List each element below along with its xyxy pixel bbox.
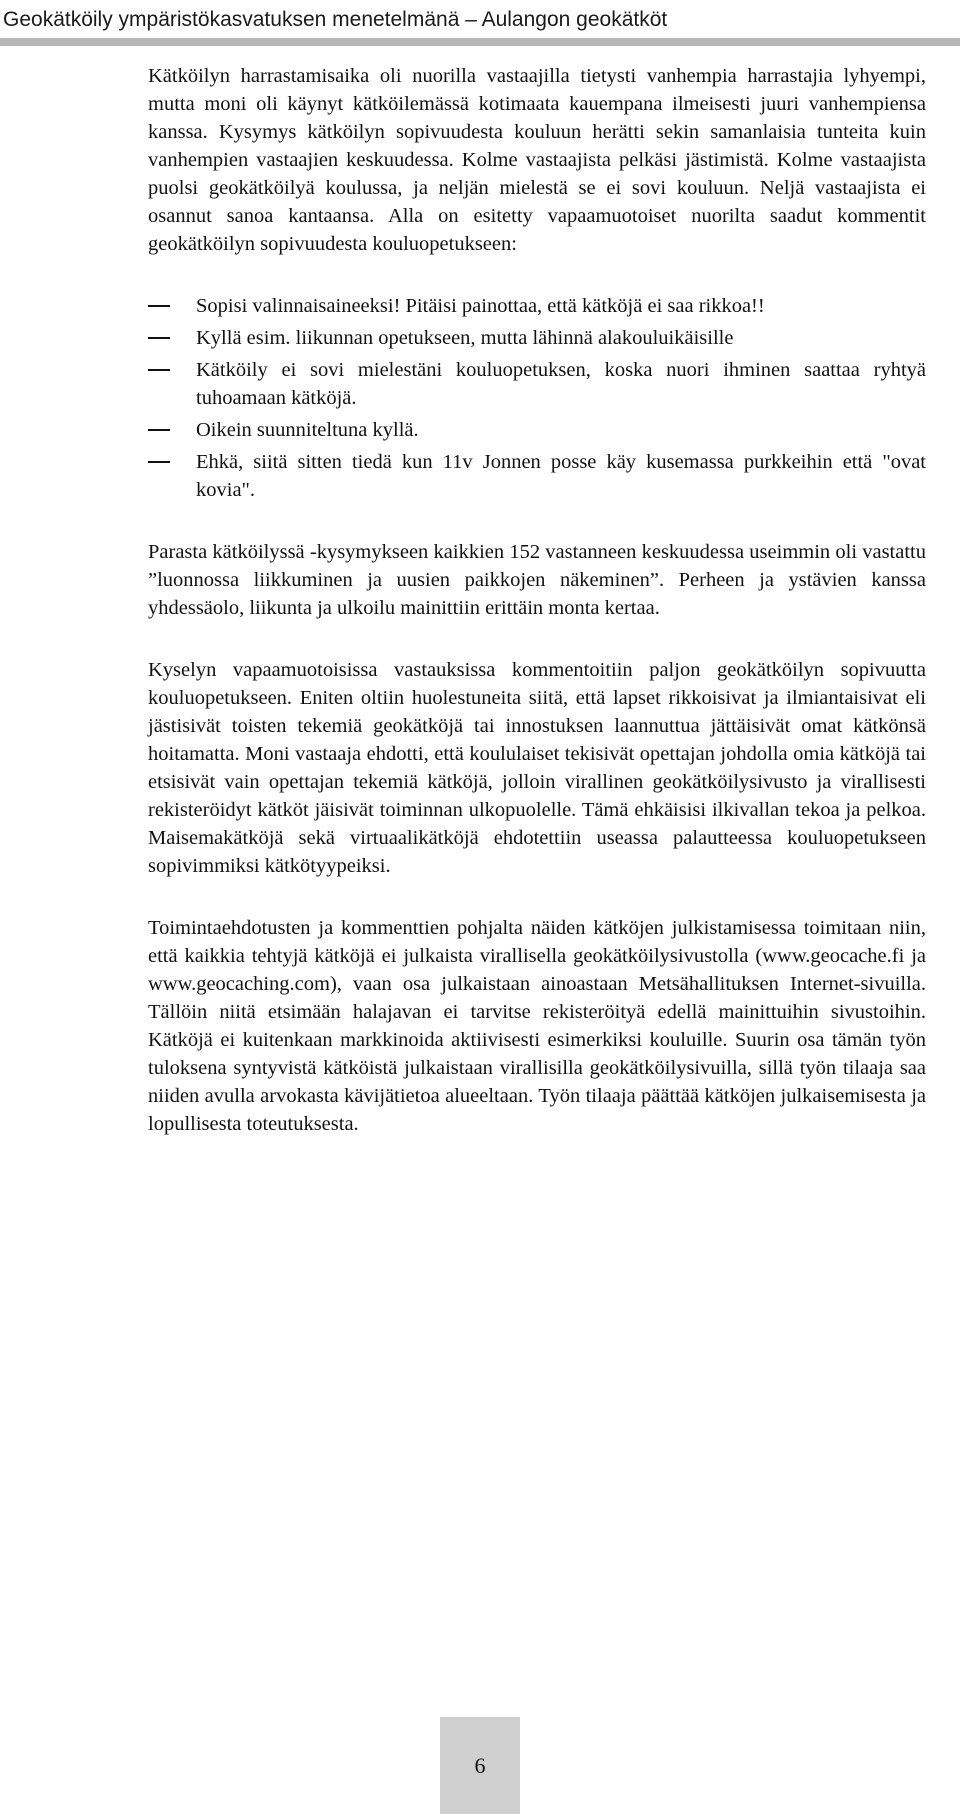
list-item bbox=[148, 324, 926, 352]
document-body bbox=[148, 62, 926, 1138]
list-item-text: Ehkä, siitä sitten tiedä kun 11v Jonnen posse käy kusemassa purkkeihin että "ovat kovia". bbox=[196, 451, 926, 501]
list-item-text: Oikein suunniteltuna kyllä. bbox=[196, 419, 419, 441]
paragraph-school-suitability: Kyselyn vapaamuotoisissa vastauksissa kommentoitiin paljon geokätköilyn sopivuutta kouluopetukseen. Eniten oltiin huolestuneita siitä, että lapset rikkoisivat ja ilmiantaisivat eli jästisivät toisten tekemiä geokätköjä tai innostuksen laannuttua jättäisivät omat kätkönsä hoitamatta. Moni vastaaja ehdotti, että koululaiset tekisivät opettajan johdolla omia kätköjä tai etsisivät vain opettajan tekemiä kätköjä, jolloin virallinen geokätköilysivusto ja virallisesti rekisteröidyt kätköt jäisivät toiminnan ulkopuolelle. Tämä ehkäisisi ilkivallan tekoa ja pelkoa. Maisemakätköjä sekä virtuaalikätköjä ehdotettiin useassa palautteessa kouluopetukseen sopivimmiksi kätkötyypeiksi. bbox=[148, 659, 926, 877]
list-item-text: Kyllä esim. liikunnan opetukseen, mutta lähinnä alakouluikäisille bbox=[196, 327, 734, 349]
list-item-text: Sopisi valinnaisaineeksi! Pitäisi painottaa, että kätköjä ei saa rikkoa!! bbox=[196, 295, 765, 317]
dash-bullet-icon bbox=[148, 461, 170, 463]
page-number: 6 bbox=[474, 1752, 486, 1778]
paragraph-spacer bbox=[148, 880, 926, 914]
list-item bbox=[148, 416, 926, 444]
dash-bullet-icon bbox=[148, 369, 170, 371]
list-item bbox=[148, 448, 926, 504]
comment-list bbox=[148, 292, 926, 504]
paragraph-spacer bbox=[148, 622, 926, 656]
dash-bullet-icon bbox=[148, 305, 170, 307]
list-item bbox=[148, 292, 926, 320]
dash-bullet-icon bbox=[148, 337, 170, 339]
page-number-box bbox=[440, 1717, 520, 1814]
paragraph-best-part: Parasta kätköilyssä -kysymykseen kaikkien 152 vastanneen keskuudessa useimmin oli vastattu ”luonnossa liikkuminen ja uusien paikkojen näkeminen”. Perheen ja ystävien kanssa yhdessäolo, liikunta ja ulkoilu mainittiin erittäin monta kertaa. bbox=[148, 541, 926, 619]
list-item bbox=[148, 356, 926, 412]
list-item-text: Kätköily ei sovi mielestäni kouluopetuksen, koska nuori ihminen saattaa ryhtyä tuhoamaan kätköjä. bbox=[196, 359, 926, 409]
header-rule bbox=[0, 38, 960, 46]
header-title: Geokätköily ympäristökasvatuksen menetelmänä – Aulangon geokätköt bbox=[3, 8, 668, 31]
paragraph-intro: Kätköilyn harrastamisaika oli nuorilla vastaajilla tietysti vanhempia harrastajia lyhyempi, mutta moni oli käynyt kätköilemässä kotimaata kauempana ilmeisesti juuri vanhempiensa kanssa. Kysymys kätköilyn sopivuudesta kouluun herätti sekin samanlaisia tunteita kuin vanhempien vastaajien keskuudessa. Kolme vastaajista pelkäsi jästimistä. Kolme vastaajista puolsi geokätköilyä koulussa, ja neljän mielestä se ei sovi kouluun. Neljä vastaajista ei osannut sanoa kantaansa. Alla on esitetty vapaamuotoiset nuorilta saadut kommentit geokätköilyn sopivuudesta kouluopetukseen: bbox=[148, 65, 926, 255]
dash-bullet-icon bbox=[148, 429, 170, 431]
paragraph-publication: Toimintaehdotusten ja kommenttien pohjalta näiden kätköjen julkistamisessa toimitaan niin, että kaikkia tehtyjä kätköjä ei julkaista virallisella geokätköilysivustolla (www.geocache.fi ja www.geocaching.com), vaan osa julkaistaan ainoastaan Metsähallituksen Internet-sivuilla. Tällöin niitä etsimään halajavan ei tarvitse rekisteröityä edellä mainittuihin sivustoihin. Kätköjä ei kuitenkaan markkinoida aktiivisesti esimerkiksi kouluille. Suurin osa tämän työn tuloksena syntyvistä kätköistä julkaistaan virallisilla geokätköilysivuilla, sillä työn tilaaja saa niiden avulla arvokasta kävijätietoa alueeltaan. Työn tilaaja päättää kätköjen julkaisemisesta ja lopullisesta toteutuksesta. bbox=[148, 917, 926, 1135]
